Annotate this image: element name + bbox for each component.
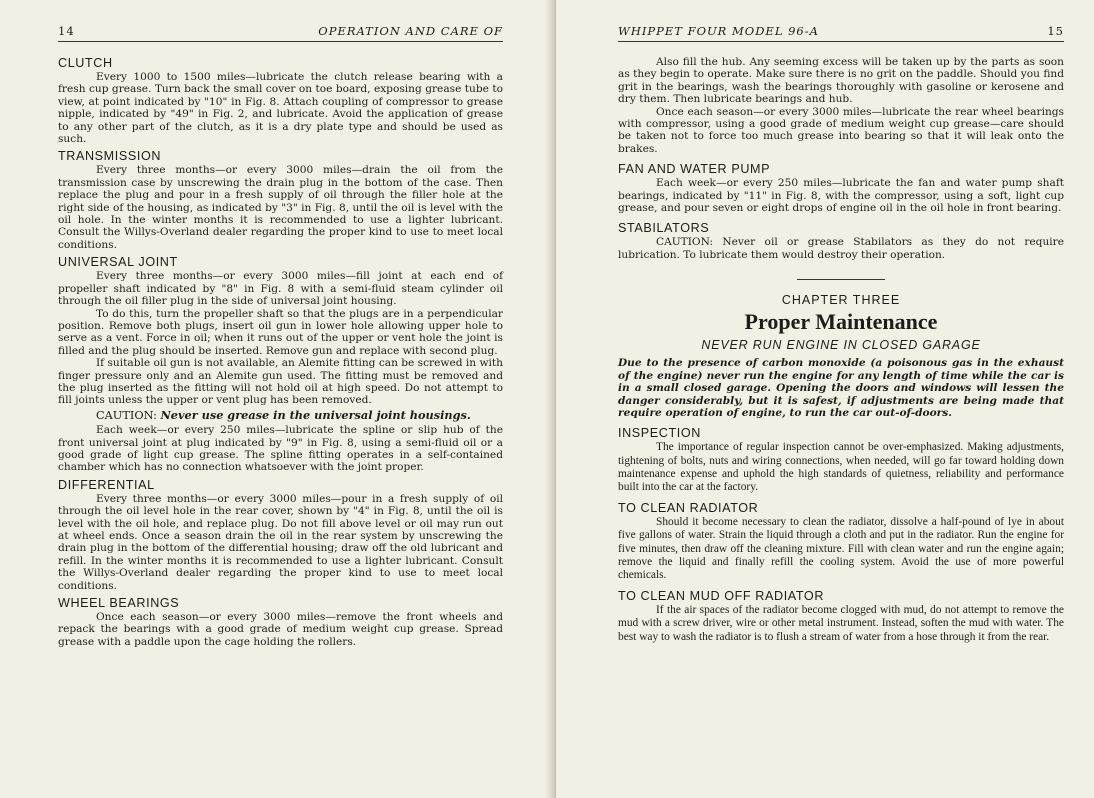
paragraph: Every three months—or every 3000 miles—fill joint at each end of propeller shaft indicated by "8" in Fig. 8 with a semi-fluid steam cylinder oil through the oil filler plug in the side of universal joint housing. [58,270,503,308]
section-clutch [58,56,503,145]
left-page-header [58,20,503,42]
section-heading: TRANSMISSION [58,149,162,164]
section-heading-inspection: INSPECTION [618,426,701,441]
maintenance-sections [618,426,1064,643]
section-universal-joint [58,255,503,474]
page-number: 15 [1047,24,1064,38]
divider [797,279,885,280]
right-page [556,0,1094,798]
paragraph: Every 1000 to 1500 miles—lubricate the clutch release bearing with a fresh cup grease. Turn back the small cover on toe board, exposing grease tube to view, at point indicated by "10" in Fig. 8. Attach coupling of compressor to grease nipple, indicated by "49" in Fig. 2, and lubricate. Avoid the application of grease to any other part of the clutch, as it is a dry plate type and should be used as such. [58,71,503,146]
section-heading-mud: TO CLEAN MUD OFF RADIATOR [618,589,825,604]
paragraph: Also fill the hub. Any seeming excess will be taken up by the parts as soon as they begin to operate. Make sure there is no grit on the paddle. Should you find grit in the bearings, wash the bearings thoroughly with gasoline or kerosene and dry them. Then lubricate bearings and hub. [618,56,1064,106]
section-heading: WHEEL BEARINGS [58,596,180,611]
caution-label: CAUTION: [96,408,161,422]
section-heading: UNIVERSAL JOINT [58,255,178,270]
section-heading: DIFFERENTIAL [58,477,155,492]
paragraph: Every three months—or every 3000 miles—pour in a fresh supply of oil through the oil level hole in the rear cover, shown by "4" in Fig. 8, until the oil is level with the oil hole, and replace plug. Do not fill above level or oil may run out at wheel ends. Once a season drain the oil in the rear system by unscrewing the drain plug in the bottom of the differential housing; draw off the old lubricant and refill. In the winter months it is recommended to use a lighter lubricant. Consult the Willys-Overland dealer regarding the proper kind to use to meet local conditions. [58,492,503,592]
section-heading-radiator: TO CLEAN RADIATOR [618,501,759,516]
section-wheel-bearings [58,596,503,648]
paragraph: If the air spaces of the radiator become clogged with mud, do not attempt to remove the mud with a screw driver, wire or other metal instrument. Instead, soften the mud with water. The best way to wash the radiator is to flush a stream of water from a hose through it from the rear. [618,604,1064,643]
paragraph: Once each season—or every 3000 miles—lubricate the rear wheel bearings with compressor, using a good grade of medium weight cup grease—care should be taken not to force too much grease into bearing so that it will leak onto the brakes. [618,105,1064,155]
paragraph: Once each season—or every 3000 miles—remove the front wheels and repack the bearings with a good grade of medium weight cup grease. Spread grease with a paddle upon the cage holding the rollers. [58,611,503,648]
chapter-label: CHAPTER THREE [781,293,901,308]
caution-note [58,409,503,422]
paragraph: The importance of regular inspection cannot be over-emphasized. Making adjustments, tightening of bolts, nuts and wiring connections, when needed, will go far toward holding down maintenance expense and uphold the high standards of quietness, reliability and performance built into the car at the factory. [618,441,1064,493]
section-differential [58,478,503,592]
running-head: OPERATION AND CARE OF [318,24,503,38]
caution-text: Never use grease in the universal joint housings. [160,407,471,422]
right-page-header [618,20,1064,42]
running-head: WHIPPET FOUR MODEL 96-A [618,24,819,38]
page-number: 14 [58,24,75,38]
section-heading-fan: FAN AND WATER PUMP [618,162,771,177]
warning-heading: NEVER RUN ENGINE IN CLOSED GARAGE [701,338,981,353]
paragraph: CAUTION: Never oil or grease Stabilators as they do not require lubrication. To lubricate them would destroy their operation. [618,236,1064,261]
warning-text: Due to the presence of carbon monoxide (a poisonous gas in the exhaust of the engine) never run the engine for any length of time while the car is in a small closed garage. Opening the doors and windows will lessen the danger considerably, but it is safest, if adjustments are being made that require operation of engine, to run the car out-of-doors. [618,357,1064,419]
paragraph: Every three months—or every 3000 miles—drain the oil from the transmission case by unscrewing the drain plug in the bottom of the case. Then replace the plug and pour in a fresh supply of oil through the filler hole at the right side of the housing, as indicated by "3" in Fig. 8, until the oil is level with the oil hole. In the winter months it is recommended to use a lighter lubricant. Consult the Willys-Overland dealer regarding the proper kind to use to meet local conditions. [58,164,503,251]
paragraph: Each week—or every 250 miles—lubricate the spline or slip hub of the front universal joint at plug indicated by "9" in Fig. 8, using a semi-fluid oil or a good grade of light cup grease. The spline fitting operates in a self-contained chamber which has no connection whatsoever with the joint proper. [58,424,503,474]
paragraph: To do this, turn the propeller shaft so that the plugs are in a perpendicular position. Remove both plugs, insert oil gun in lower hole allowing upper hole to serve as a vent. Force in oil; when it runs out of the upper or vent hole the joint is filled and the plug should be inserted. Remove gun and replace with second plug. [58,307,503,357]
paragraph: If suitable oil gun is not available, an Alemite fitting can be screwed in with finger pressure only and an Alemite gun used. The fitting must be removed and the plug inserted as the fitting will not hold oil at high speed. Do not attempt to fill joints unless the upper or vent plug has been removed. [58,357,503,407]
section-transmission [58,149,503,251]
section-heading: CLUTCH [58,56,113,70]
paragraph: Should it become necessary to clean the radiator, dissolve a half-pound of lye in about five gallons of water. Strain the liquid through a cloth and put in the radiator. Run the engine for five minutes, then draw off the cleaning mixture. Fill with clean water and run the engine again; remove the liquid and finally refill the cooling system. Avoid the use of more powerful chemicals. [618,516,1064,581]
paragraph: Each week—or every 250 miles—lubricate the fan and water pump shaft bearings, indicated by "11" in Fig. 8, with the compressor, using a soft, light cup grease, and pour seven or eight drops of engine oil in the oil hole in front bearing. [618,177,1064,215]
chapter-title: Proper Maintenance [744,309,938,335]
section-heading-stabilators: STABILATORS [618,221,710,236]
